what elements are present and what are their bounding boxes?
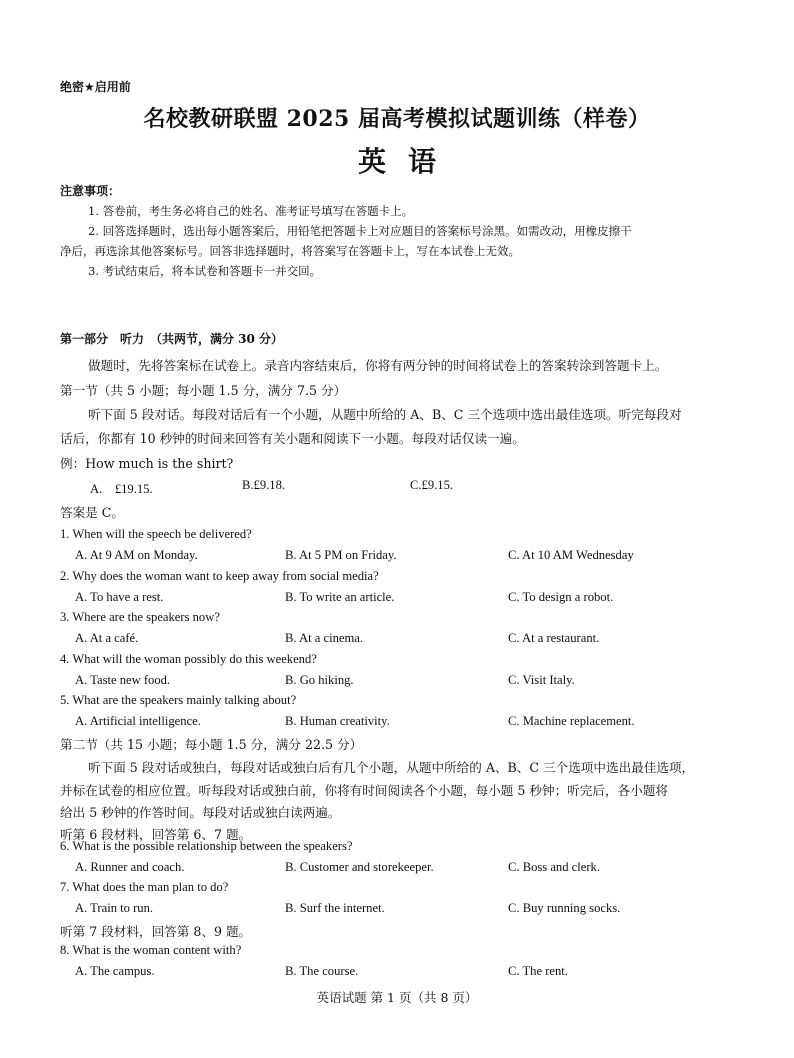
- q3-option-b: B. At a cinema.: [285, 631, 363, 645]
- question-8: 8. What is the woman content with?: [60, 943, 242, 957]
- exam-title: 名校教研联盟 2025 届高考模拟试题训练（样卷）: [143, 106, 651, 132]
- notice-item: 3. 考试结束后，将本试卷和答题卡一并交回。: [88, 264, 322, 278]
- example-question: 例：How much is the shirt?: [60, 456, 234, 471]
- q1-option-a: A. At 9 AM on Monday.: [75, 548, 198, 562]
- q4-option-c: C. Visit Italy.: [508, 673, 575, 687]
- q6-option-b: B. Customer and storekeeper.: [285, 860, 434, 874]
- q8-option-c: C. The rent.: [508, 964, 568, 978]
- example-option-c: C.£9.15.: [410, 478, 454, 492]
- example-answer: 答案是 C。: [60, 505, 125, 520]
- q4-option-b: B. Go hiking.: [285, 673, 354, 687]
- notice-item: 1. 答卷前，考生务必将自己的姓名、准考证号填写在答题卡上。: [88, 204, 414, 218]
- page-footer: 英语试题 第 1 页（共 8 页）: [316, 990, 478, 1005]
- question-1: 1. When will the speech be delivered?: [60, 527, 252, 541]
- subject-title: 英语: [357, 145, 458, 178]
- example-option-b: B.£9.18.: [242, 478, 286, 492]
- notice-item: 2. 回答选择题时，选出每小题答案后，用铅笔把答题卡上对应题目的答案标号涂黑。如需改动，用橡皮擦干: [88, 224, 632, 238]
- q3-option-c: C. At a restaurant.: [508, 631, 600, 645]
- question-2: 2. Why does the woman want to keep away from social media?: [60, 569, 379, 583]
- section2-instruction: 听下面 5 段对话或独白，每段对话或独白后有几个小题，从题中所给的 A、B、C 三个选项中选出最佳选项，: [88, 760, 695, 775]
- question-5: 5. What are the speakers mainly talking about?: [60, 693, 297, 707]
- q1-option-c: C. At 10 AM Wednesday: [508, 548, 634, 562]
- q3-option-a: A. At a café.: [75, 631, 139, 645]
- section2-title: 第二节（共 15 小题；每小题 1.5 分，满分 22.5 分）: [60, 737, 363, 752]
- section2-instruction: 给出 5 秒钟的作答时间。每段对话或独白读两遍。: [60, 805, 341, 820]
- q7-option-c: C. Buy running socks.: [508, 901, 621, 915]
- question-4: 4. What will the woman possibly do this weekend?: [60, 652, 317, 666]
- question-7: 7. What does the man plan to do?: [60, 880, 229, 894]
- notice-item: 净后，再选涂其他答案标号。回答非选择题时，将答案写在答题卡上，写在本试卷上无效。: [60, 244, 520, 258]
- q6-option-c: C. Boss and clerk.: [508, 860, 600, 874]
- section1-instruction: 听下面 5 段对话。每段对话后有一个小题，从题中所给的 A、B、C 三个选项中选出最佳选项。听完每段对: [88, 407, 682, 422]
- q2-option-c: C. To design a robot.: [508, 590, 614, 604]
- q6-option-a: A. Runner and coach.: [75, 860, 185, 874]
- q5-option-c: C. Machine replacement.: [508, 714, 635, 728]
- confidential-label: 绝密★启用前: [60, 80, 131, 94]
- q2-option-a: A. To have a rest.: [75, 590, 164, 604]
- section1-title: 第一节（共 5 小题；每小题 1.5 分，满分 7.5 分）: [60, 383, 347, 398]
- q8-option-b: B. The course.: [285, 964, 359, 978]
- q8-option-a: A. The campus.: [75, 964, 155, 978]
- section1-instruction: 话后，你都有 10 秒钟的时间来回答有关小题和阅读下一小题。每段对话仅读一遍。: [60, 431, 525, 446]
- q1-option-b: B. At 5 PM on Friday.: [285, 548, 397, 562]
- material-7-note: 听第 7 段材料，回答第 8、9 题。: [60, 924, 252, 939]
- question-6: 6. What is the possible relationship between the speakers?: [60, 839, 353, 853]
- q5-option-b: B. Human creativity.: [285, 714, 390, 728]
- part1-intro: 做题时，先将答案标在试卷上。录音内容结束后，你将有两分钟的时间将试卷上的答案转涂到答题卡上。: [88, 358, 668, 373]
- example-option-a: A. £19.15.: [90, 482, 153, 496]
- q4-option-a: A. Taste new food.: [75, 673, 171, 687]
- q7-option-a: A. Train to run.: [75, 901, 154, 915]
- q5-option-a: A. Artificial intelligence.: [75, 714, 201, 728]
- part1-title: 第一部分 听力 （共两节，满分 30 分）: [60, 332, 284, 346]
- material-6-note: 听第 6 段材料，回答第 6、7 题。: [60, 827, 252, 842]
- q7-option-b: B. Surf the internet.: [285, 901, 385, 915]
- section2-instruction: 并标在试卷的相应位置。听每段对话或独白前，你将有时间阅读各个小题，每小题 5 秒钟；听完后，各小题将: [60, 783, 668, 798]
- notice-heading: 注意事项：: [60, 184, 121, 198]
- notice-list: [60, 201, 632, 281]
- question-3: 3. Where are the speakers now?: [60, 610, 220, 624]
- q2-option-b: B. To write an article.: [285, 590, 395, 604]
